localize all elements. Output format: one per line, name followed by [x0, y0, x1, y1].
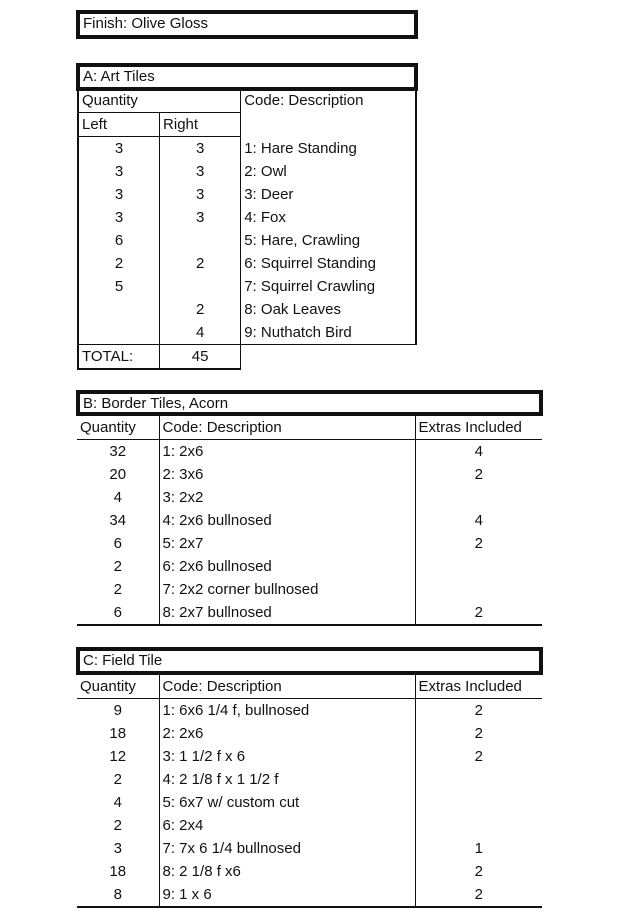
table-row	[77, 883, 542, 907]
table-row	[78, 183, 416, 206]
quantity-header: Quantity	[78, 89, 241, 113]
extras-cell	[415, 486, 542, 509]
extras-cell	[415, 555, 542, 578]
code-description: 7: 7x 6 1/4 bullnosed	[159, 837, 415, 860]
code-description: 6: 2x6 bullnosed	[159, 555, 415, 578]
table-row	[77, 578, 542, 601]
table-row	[78, 321, 416, 345]
quantity-cell: 2	[77, 555, 159, 578]
table-row	[77, 486, 542, 509]
extras-cell: 2	[474, 535, 483, 552]
left-quantity: 5	[78, 275, 160, 298]
quantity-cell: 6	[77, 532, 159, 555]
code-description: 7: 2x2 corner bullnosed	[159, 578, 415, 601]
table-row	[77, 837, 542, 860]
right-header: Right	[160, 113, 241, 137]
code-description: 9: Nuthatch Bird	[241, 321, 416, 345]
table-row	[78, 298, 416, 321]
code-description: 3: 2x2	[159, 486, 415, 509]
code-description-header: Code: Description	[159, 675, 415, 699]
code-description: 1: Hare Standing	[241, 137, 416, 161]
extras-header: Extras Included	[415, 416, 542, 440]
extras-cell: 2	[474, 863, 483, 880]
code-description: 2: 3x6	[159, 463, 415, 486]
table-row	[77, 463, 542, 486]
code-description: 9: 1 x 6	[159, 883, 415, 907]
right-quantity: 4	[160, 321, 241, 345]
quantity-cell: 2	[77, 768, 159, 791]
code-description: 5: 2x7	[159, 532, 415, 555]
table-row	[77, 768, 542, 791]
right-quantity	[160, 275, 241, 298]
code-description: 4: Fox	[241, 206, 416, 229]
extras-cell: 2	[474, 702, 483, 719]
section-c-table	[77, 675, 542, 908]
section-b-table	[77, 416, 542, 626]
code-description-header: Code: Description	[159, 416, 415, 440]
code-description: 6: Squirrel Standing	[241, 252, 416, 275]
quantity-header: Quantity	[77, 675, 159, 699]
extras-cell: 4	[474, 443, 483, 460]
code-description: 8: 2x7 bullnosed	[159, 601, 415, 625]
extras-cell	[415, 791, 542, 814]
right-quantity: 3	[160, 137, 241, 161]
quantity-cell: 3	[77, 837, 159, 860]
table-row	[77, 814, 542, 837]
quantity-cell: 2	[77, 814, 159, 837]
quantity-cell: 18	[77, 722, 159, 745]
left-quantity: 2	[78, 252, 160, 275]
code-description: 2: Owl	[241, 160, 416, 183]
code-description: 3: 1 1/2 f x 6	[159, 745, 415, 768]
left-quantity: 3	[78, 160, 160, 183]
table-row	[77, 601, 542, 625]
code-description: 8: 2 1/8 f x6	[159, 860, 415, 883]
extras-cell	[415, 768, 542, 791]
extras-cell: 2	[415, 883, 542, 907]
extras-cell: 4	[474, 512, 483, 529]
quantity-cell: 8	[77, 883, 159, 907]
code-description: 5: Hare, Crawling	[241, 229, 416, 252]
code-description-header: Code: Description	[241, 89, 416, 113]
total-value: 45	[160, 345, 241, 370]
table-row	[78, 160, 416, 183]
right-quantity: 3	[160, 183, 241, 206]
quantity-cell: 2	[77, 578, 159, 601]
extras-header: Extras Included	[415, 675, 542, 699]
quantity-cell: 4	[77, 486, 159, 509]
right-quantity: 2	[160, 252, 241, 275]
header-spacer	[241, 113, 416, 137]
quantity-cell: 32	[77, 440, 159, 464]
table-row	[77, 791, 542, 814]
right-quantity: 2	[160, 298, 241, 321]
extras-cell: 2	[474, 725, 483, 742]
extras-cell: 2	[474, 748, 483, 765]
quantity-cell: 4	[77, 791, 159, 814]
code-description: 8: Oak Leaves	[241, 298, 416, 321]
table-row	[78, 206, 416, 229]
table-row	[78, 252, 416, 275]
table-row	[78, 275, 416, 298]
total-row	[78, 345, 416, 370]
left-quantity	[78, 298, 160, 321]
table-row	[77, 509, 542, 532]
code-description: 4: 2x6 bullnosed	[159, 509, 415, 532]
code-description: 7: Squirrel Crawling	[241, 275, 416, 298]
quantity-header: Quantity	[77, 416, 159, 440]
right-quantity: 3	[160, 160, 241, 183]
quantity-cell: 18	[77, 860, 159, 883]
extras-cell: 2	[415, 601, 542, 625]
extras-cell: 1	[474, 840, 483, 857]
extras-cell: 2	[474, 466, 483, 483]
section-c-title: C: Field Tile	[76, 647, 543, 675]
total-spacer	[241, 345, 416, 370]
table-row	[78, 229, 416, 252]
quantity-cell: 34	[77, 509, 159, 532]
table-row	[77, 745, 542, 768]
code-description: 1: 6x6 1/4 f, bullnosed	[159, 699, 415, 723]
table-row	[77, 440, 542, 464]
code-description: 3: Deer	[241, 183, 416, 206]
section-a-title: A: Art Tiles	[76, 63, 418, 91]
extras-cell	[415, 814, 542, 837]
code-description: 4: 2 1/8 f x 1 1/2 f	[159, 768, 415, 791]
right-quantity	[160, 229, 241, 252]
finish-title: Finish: Olive Gloss	[76, 10, 418, 39]
right-quantity: 3	[160, 206, 241, 229]
table-row	[77, 555, 542, 578]
table-row	[78, 137, 416, 161]
quantity-cell: 9	[77, 699, 159, 723]
left-quantity: 6	[78, 229, 160, 252]
quantity-cell: 20	[77, 463, 159, 486]
code-description: 5: 6x7 w/ custom cut	[159, 791, 415, 814]
table-row	[77, 722, 542, 745]
left-header: Left	[78, 113, 160, 137]
quantity-cell: 12	[77, 745, 159, 768]
table-row	[77, 532, 542, 555]
left-quantity: 3	[78, 137, 160, 161]
left-quantity: 3	[78, 206, 160, 229]
left-quantity: 3	[78, 183, 160, 206]
quantity-cell: 6	[77, 601, 159, 625]
code-description: 2: 2x6	[159, 722, 415, 745]
section-a-table	[77, 89, 417, 370]
total-label: TOTAL:	[78, 345, 160, 370]
code-description: 6: 2x4	[159, 814, 415, 837]
extras-cell	[415, 578, 542, 601]
table-row	[77, 699, 542, 723]
table-row	[77, 860, 542, 883]
left-quantity	[78, 321, 160, 345]
code-description: 1: 2x6	[159, 440, 415, 464]
section-b-title: B: Border Tiles, Acorn	[76, 390, 543, 416]
